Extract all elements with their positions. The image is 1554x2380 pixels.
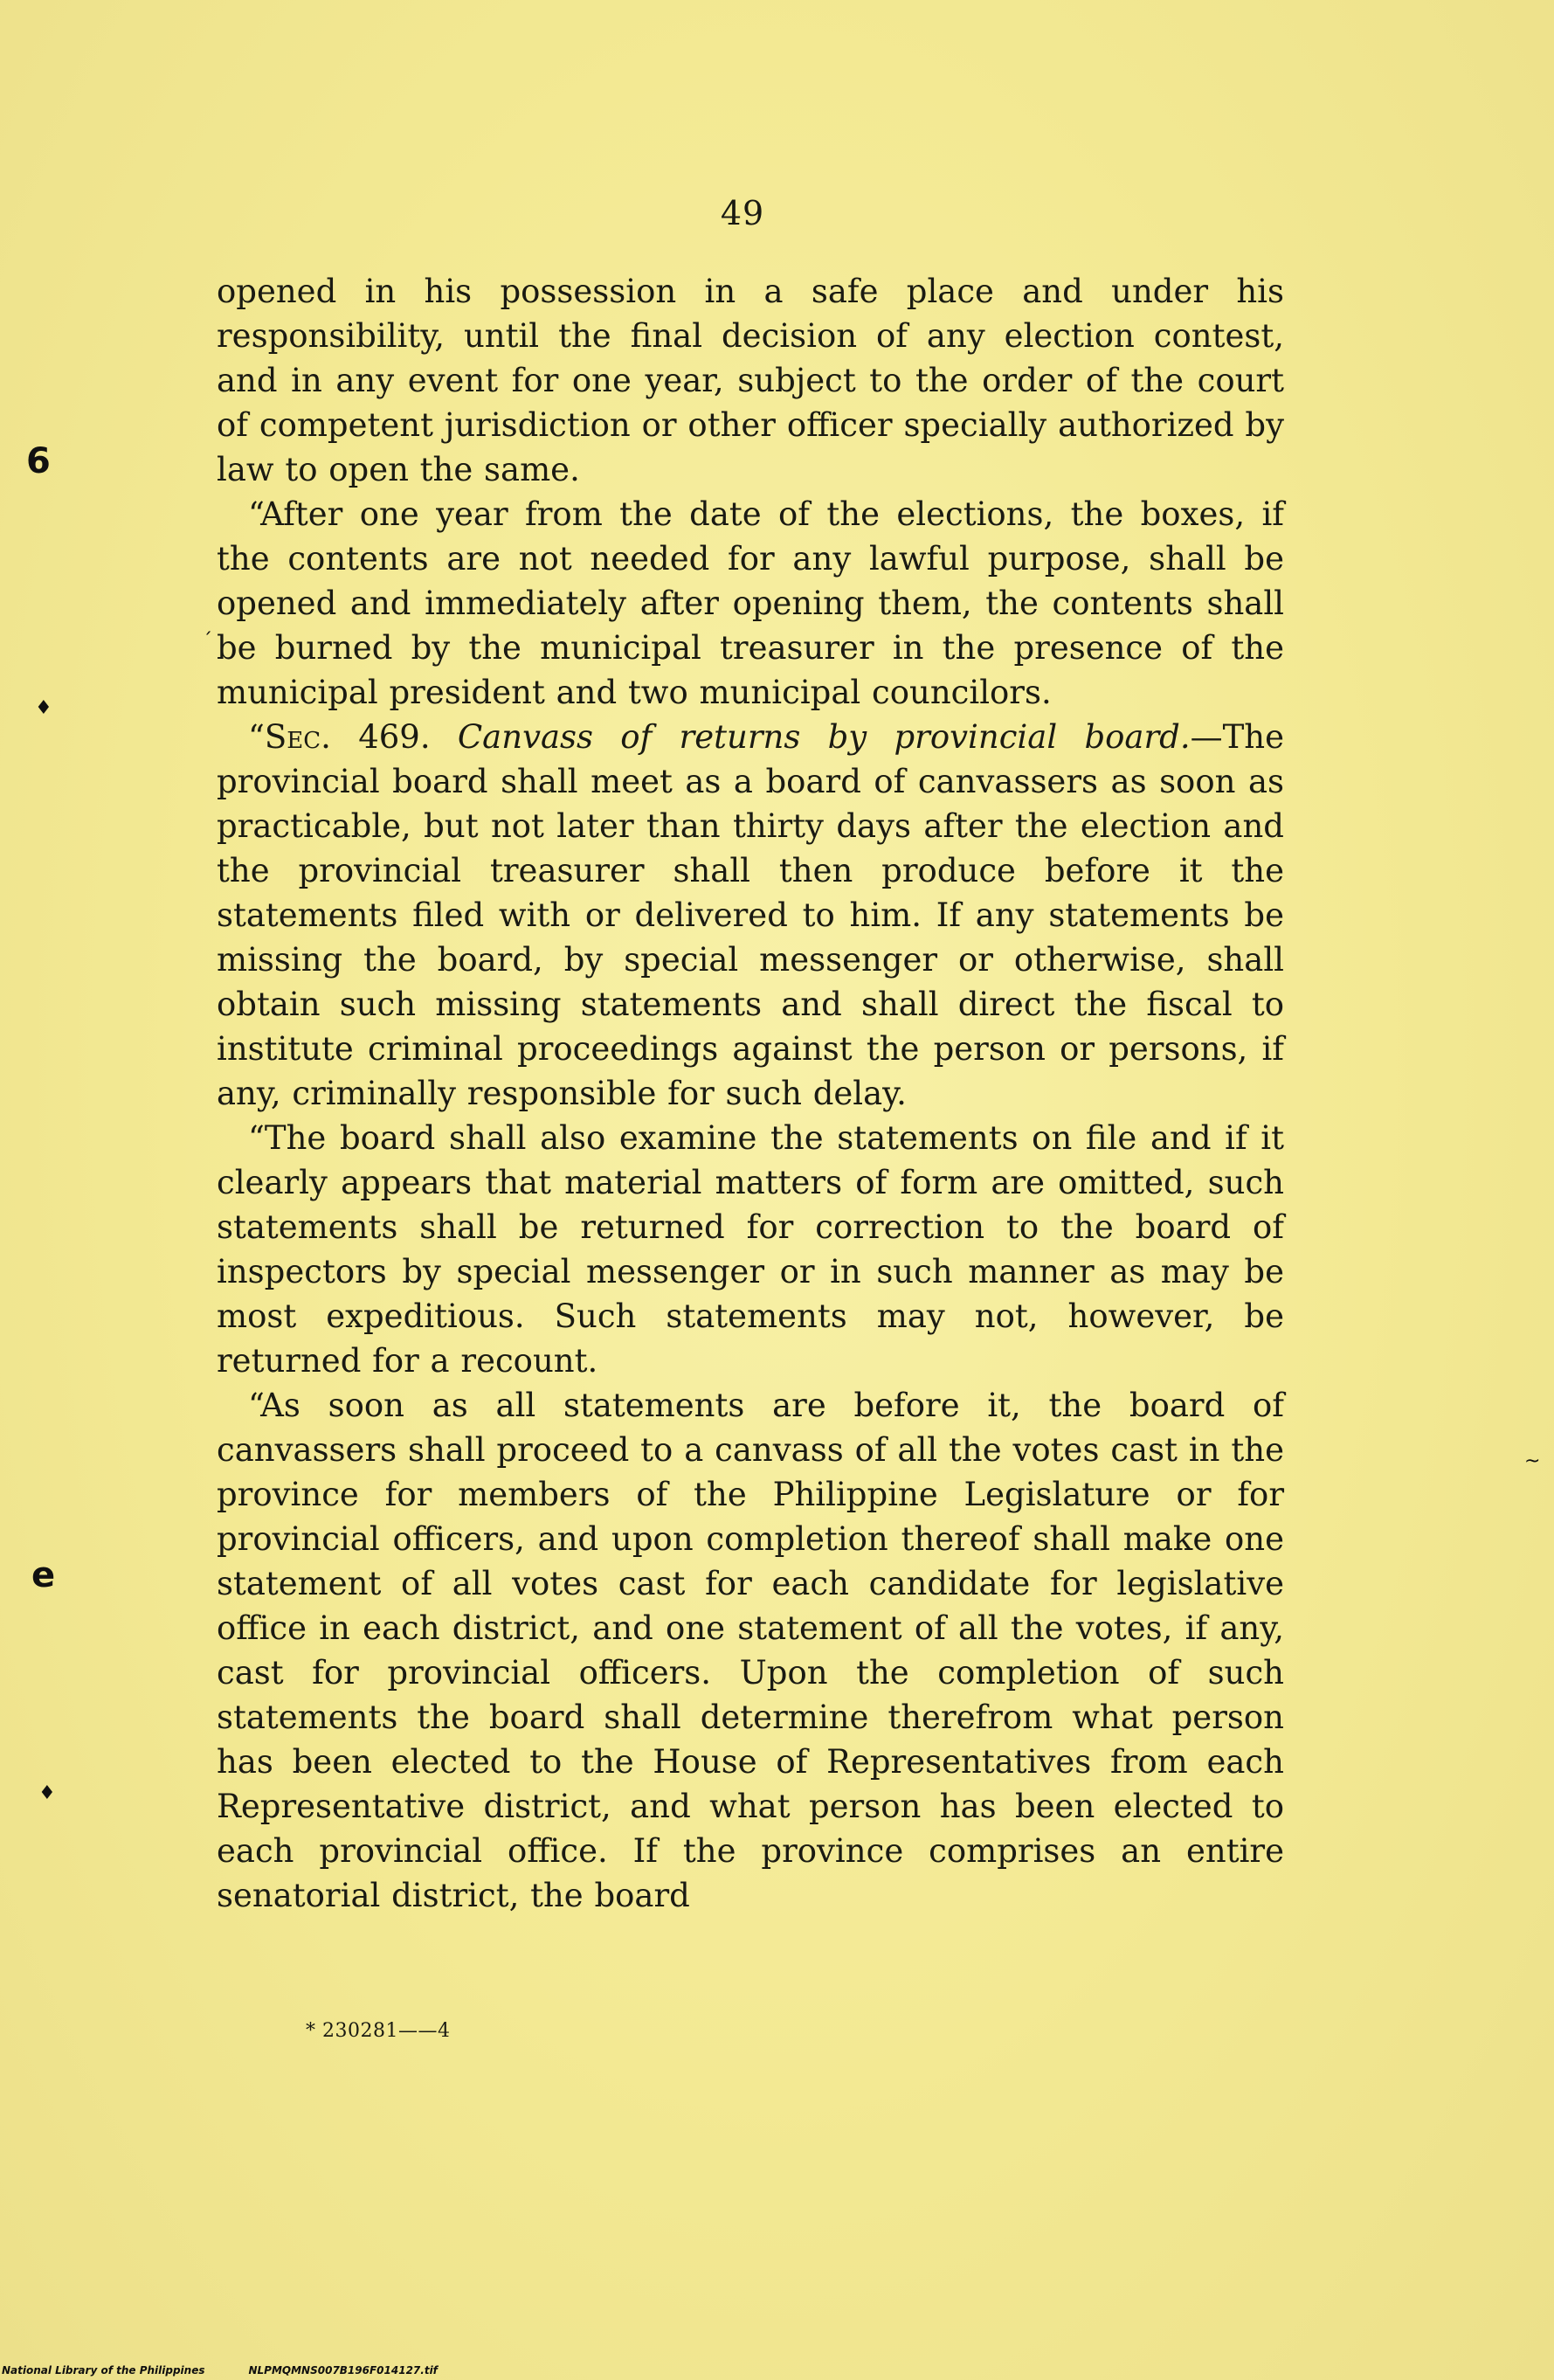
margin-mark-4: ♦ <box>38 1782 56 1804</box>
margin-mark-3: e <box>31 1555 56 1595</box>
credit-file: NLPMQMNS007B196F014127.tif <box>248 2364 438 2377</box>
paragraph-5: “As soon as all statements are before it, the board of canvassers shall proceed to a canvass of all the votes cast in the province for members of the Philippine Legislature or for provincial officers, and upon completion thereof shall make one statement of all votes cast for each candidate for legislative office in each district, and one statement of all the votes, if any, cast for provincial officers. Upon the completion of such statements the board shall determine therefrom what person has been elected to the House of Representatives from each Representative district, and what person has been elected to each provincial office. If the province comprises an entire senatorial district, the board <box>217 1387 1284 1914</box>
paragraph-1: opened in his possession in a safe place and under his responsibility, until the final decision of any election contest, and in any event for one year, subject to the order of the court of competent jurisdiction or other officer specially authorized by law to open the same. <box>217 273 1284 488</box>
margin-mark-6: ~ <box>1524 1450 1541 1472</box>
credit-library: National Library of the Philippines <box>2 2364 205 2377</box>
paragraph-4: “The board shall also examine the statements on file and if it clearly appears that material matters of form are omitted, such statements shall be returned for correction to the board of inspectors by special messenger or in such manner as may be most expeditious. Such statements may not, however, be returned for a recount. <box>217 1119 1284 1380</box>
section-prefix: “ <box>248 718 265 756</box>
margin-mark-2: ♦ <box>35 697 52 719</box>
section-number: 469. <box>330 718 458 756</box>
page-number: 49 <box>720 194 765 232</box>
section-label: Sec. <box>264 718 331 756</box>
section-body: —The provincial board shall meet as a board of canvassers as soon as practicable, but not later than thirty days after the election and the provincial treasurer shall then produce before it the statements filed with or delivered to him. If any statements be missing the board, by special messenger or otherwise, shall obtain such missing statements and shall direct the fiscal to institute criminal proceedings against the person or persons, if any, criminally responsible for such delay. <box>217 718 1285 1112</box>
footer-code: * 230281——4 <box>306 2020 451 2042</box>
body-text <box>217 269 1284 1918</box>
paragraph-2: “After one year from the date of the elections, the boxes, if the contents are not needed for any lawful purpose, shall be opened and immediately after opening them, the contents shall be burned by the municipal treasurer in the presence of the municipal president and two municipal councilors. <box>217 495 1284 711</box>
section-469-paragraph <box>217 715 1284 1116</box>
margin-mark-1: 6 <box>26 441 51 481</box>
scan-credit <box>2 2364 481 2377</box>
section-title: Canvass of returns by provincial board. <box>457 718 1191 756</box>
margin-mark-5: ˏ <box>203 613 212 635</box>
